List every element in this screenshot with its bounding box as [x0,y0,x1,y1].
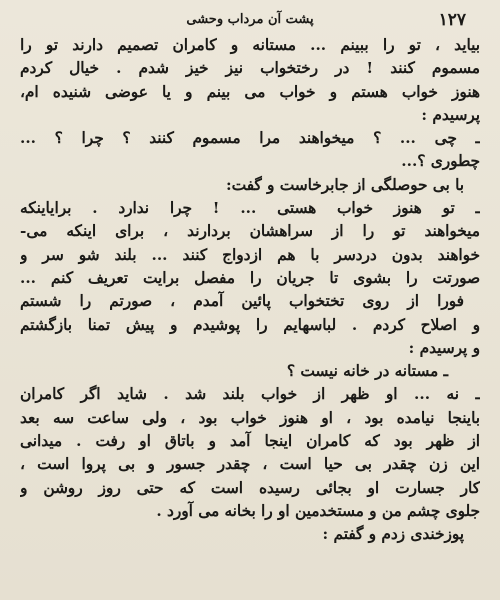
text-line: مسموم کنند ! در رختخواب نیز خیز شدم . خیال کردم [20,59,480,78]
text-line: خواهند بدون دردسر با هم ازدواج کنند ... بلند شو سر و [20,245,480,264]
text-line: از ظهر بود که کامران اینجا آمد و باتاق او رفت . میدانی [20,432,480,451]
text-line: صورتت را بشوی تا جریان را مفصل برایت تعریف کنم ... [20,268,480,287]
text-line: میخواهند تو را از سراهشان بردارند ، برای اینکه می- [20,222,480,241]
page-number: ۱۲۷ [438,10,466,30]
text-line: باینجا نیامده بود ، او هنوز خواب بود ، ولی ساعت سه بعد [20,408,480,427]
text-line: و پرسیدم : [408,338,480,357]
running-title: پشت آن مرداب وحشی [186,12,314,27]
text-line: چطوری ؟... [401,152,480,171]
text-line: ـ نه ... او ظهر از خواب بلند شد . شاید اگر کامران [20,385,480,404]
text-line: پوزخندی زدم و گفتم : [322,525,464,544]
text-line: با بی حوصلگی از جابرخاست و گفت: [226,175,464,194]
text-line: ـ چی ... ؟ میخواهند مرا مسموم کنند ؟ چرا ؟ ... [20,129,480,148]
text-line: پرسیدم : [421,105,480,124]
text-line: هنوز خواب هستم و خواب می بینم و یا عوضی شنیده ام، [20,82,480,101]
text-line: فورا از روی تختخواب پائین آمدم ، صورتم را شستم [20,292,464,311]
text-line: ـ مستانه در خانه نیست ؟ [286,362,448,381]
page-header [20,8,480,34]
text-line: جلوی چشم من و مستخدمین او را بخانه می آورد . [156,501,480,520]
text-line: بیاید ، تو را ببینم ... مستانه و کامران تصمیم دارند تو را [20,36,480,54]
text-line: و اصلاح کردم . لباسهایم را پوشیدم و پیش تمنا بازگشتم [20,315,480,334]
text-line: کار جسارت او بجائی رسیده است که حتی روز روشن و [20,478,480,497]
text-line: این زن چقدر بی حیا است ، چقدر جسور و بی پروا است ، [20,455,480,474]
text-line: ـ تو هنوز خواب هستی ... ! چرا ندارد . برایاینکه [20,199,480,218]
body-text [20,34,480,547]
